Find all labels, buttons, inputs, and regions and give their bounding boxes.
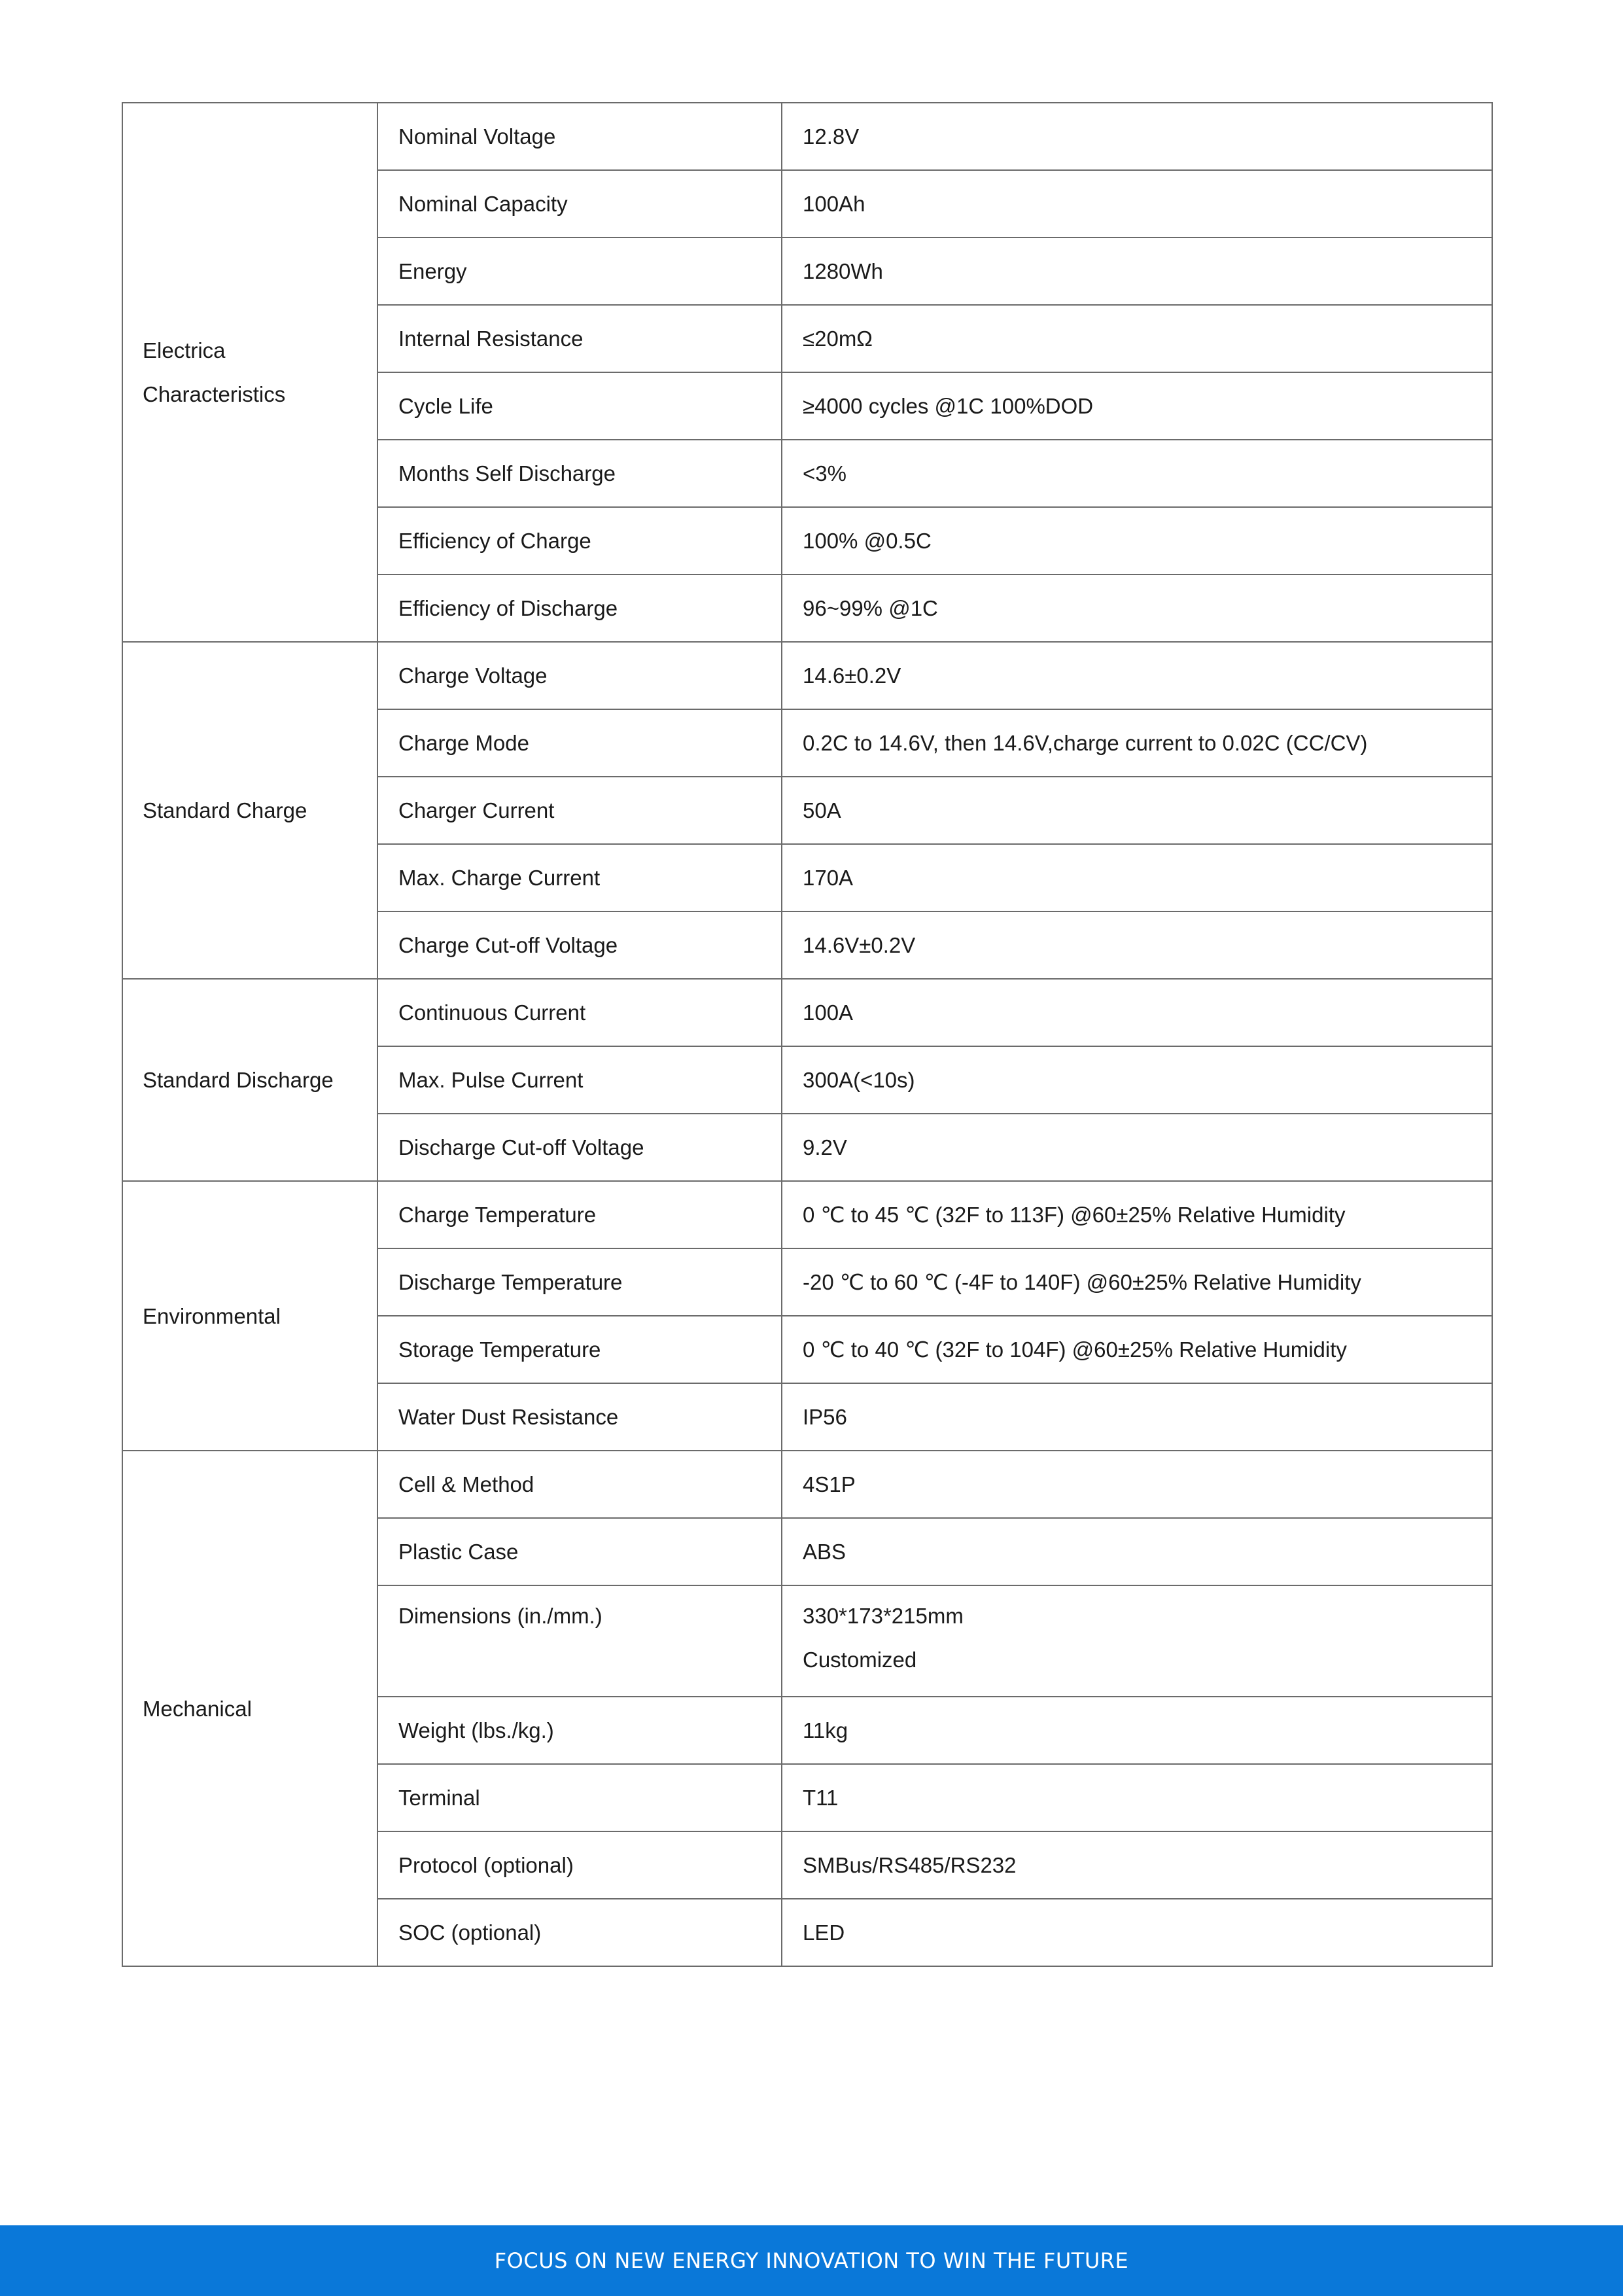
parameter-cell: Plastic Case xyxy=(377,1518,782,1585)
value-cell xyxy=(782,1831,1492,1899)
category-label: Standard Discharge xyxy=(143,1068,334,1092)
parameter-cell: Discharge Temperature xyxy=(377,1248,782,1316)
table-row xyxy=(122,979,1492,1046)
value-text: 0 ℃ to 40 ℃ (32F to 104F) @60±25% Relative Humidity xyxy=(803,1337,1347,1362)
value-text: LED xyxy=(803,1920,845,1945)
value-cell xyxy=(782,507,1492,574)
parameter-cell: Internal Resistance xyxy=(377,305,782,372)
value-text: 12.8V xyxy=(803,124,860,149)
value-cell xyxy=(782,305,1492,372)
parameter-cell: Cell & Method xyxy=(377,1451,782,1518)
value-text: IP56 xyxy=(803,1405,847,1429)
table-row xyxy=(122,1181,1492,1248)
parameter-cell: Dimensions (in./mm.) xyxy=(377,1585,782,1697)
value-text: 50A xyxy=(803,798,841,822)
value-cell xyxy=(782,1899,1492,1966)
value-text: 14.6V±0.2V xyxy=(803,933,916,957)
table-row xyxy=(122,642,1492,709)
value-cell xyxy=(782,440,1492,507)
category-cell xyxy=(122,1451,377,1966)
value-text: 0 ℃ to 45 ℃ (32F to 113F) @60±25% Relative Humidity xyxy=(803,1203,1346,1227)
parameter-cell: Months Self Discharge xyxy=(377,440,782,507)
category-label: Environmental xyxy=(143,1303,281,1328)
value-text: 330*173*215mm xyxy=(803,1604,964,1628)
value-cell xyxy=(782,911,1492,979)
value-text: ≥4000 cycles @1C 100%DOD xyxy=(803,394,1094,418)
value-text: 9.2V xyxy=(803,1135,847,1159)
value-cell xyxy=(782,709,1492,777)
value-cell xyxy=(782,1316,1492,1383)
value-cell xyxy=(782,1248,1492,1316)
value-cell xyxy=(782,844,1492,911)
parameter-cell: Weight (lbs./kg.) xyxy=(377,1697,782,1764)
parameter-cell: Terminal xyxy=(377,1764,782,1831)
parameter-cell: Efficiency of Discharge xyxy=(377,574,782,642)
value-text: 300A(<10s) xyxy=(803,1068,915,1092)
footer-tagline: FOCUS ON NEW ENERGY INNOVATION TO WIN THE FUTURE xyxy=(494,2248,1129,2273)
value-cell xyxy=(782,1046,1492,1114)
parameter-cell: Charge Voltage xyxy=(377,642,782,709)
value-cell xyxy=(782,1114,1492,1181)
parameter-cell: Max. Charge Current xyxy=(377,844,782,911)
value-text: 14.6±0.2V xyxy=(803,663,901,688)
parameter-cell: Energy xyxy=(377,238,782,305)
value-cell xyxy=(782,1697,1492,1764)
value-cell xyxy=(782,1585,1492,1697)
value-cell xyxy=(782,777,1492,844)
value-text: ABS xyxy=(803,1540,846,1564)
value-cell xyxy=(782,1451,1492,1518)
parameter-cell: SOC (optional) xyxy=(377,1899,782,1966)
spec-table-body xyxy=(122,103,1492,1966)
parameter-cell: Protocol (optional) xyxy=(377,1831,782,1899)
parameter-cell: Discharge Cut-off Voltage xyxy=(377,1114,782,1181)
category-cell xyxy=(122,1181,377,1451)
value-text: T11 xyxy=(803,1786,839,1810)
value-text: 1280Wh xyxy=(803,259,883,283)
spec-table xyxy=(122,102,1493,1967)
value-cell xyxy=(782,1181,1492,1248)
value-cell xyxy=(782,574,1492,642)
value-text: 100% @0.5C xyxy=(803,529,932,553)
parameter-cell: Efficiency of Charge xyxy=(377,507,782,574)
parameter-cell: Cycle Life xyxy=(377,372,782,440)
value-cell xyxy=(782,1518,1492,1585)
value-text: 170A xyxy=(803,866,854,890)
value-text: 11kg xyxy=(803,1718,848,1742)
parameter-cell: Charge Cut-off Voltage xyxy=(377,911,782,979)
parameter-cell: Nominal Voltage xyxy=(377,103,782,170)
value-text: -20 ℃ to 60 ℃ (-4F to 140F) @60±25% Relative Humidity xyxy=(803,1270,1361,1294)
value-cell xyxy=(782,170,1492,238)
parameter-cell: Nominal Capacity xyxy=(377,170,782,238)
category-label: Standard Charge xyxy=(143,798,307,822)
table-row xyxy=(122,1451,1492,1518)
category-cell xyxy=(122,642,377,979)
value-cell xyxy=(782,238,1492,305)
parameter-cell: Max. Pulse Current xyxy=(377,1046,782,1114)
category-cell xyxy=(122,103,377,642)
value-cell xyxy=(782,103,1492,170)
parameter-cell: Continuous Current xyxy=(377,979,782,1046)
value-cell xyxy=(782,1383,1492,1451)
value-text: 100A xyxy=(803,1000,854,1025)
value-text: 0.2C to 14.6V, then 14.6V,charge current to 0.02C (CC/CV) xyxy=(803,731,1368,755)
value-cell xyxy=(782,642,1492,709)
table-row xyxy=(122,103,1492,170)
value-text: ≤20mΩ xyxy=(803,327,873,351)
category-label: Electrica xyxy=(143,338,226,362)
category-label: Mechanical xyxy=(143,1696,252,1721)
value-text: 4S1P xyxy=(803,1472,856,1496)
value-text: 96~99% @1C xyxy=(803,596,938,620)
parameter-cell: Water Dust Resistance xyxy=(377,1383,782,1451)
category-label: Characteristics xyxy=(143,382,286,406)
parameter-cell: Storage Temperature xyxy=(377,1316,782,1383)
value-text: <3% xyxy=(803,461,846,486)
value-cell xyxy=(782,1764,1492,1831)
value-cell xyxy=(782,979,1492,1046)
parameter-cell: Charger Current xyxy=(377,777,782,844)
footer-band xyxy=(0,2225,1623,2296)
parameter-cell: Charge Mode xyxy=(377,709,782,777)
value-text: SMBus/RS485/RS232 xyxy=(803,1853,1017,1877)
value-text: 100Ah xyxy=(803,192,865,216)
value-text: Customized xyxy=(803,1648,917,1672)
category-cell xyxy=(122,979,377,1181)
parameter-cell: Charge Temperature xyxy=(377,1181,782,1248)
value-cell xyxy=(782,372,1492,440)
